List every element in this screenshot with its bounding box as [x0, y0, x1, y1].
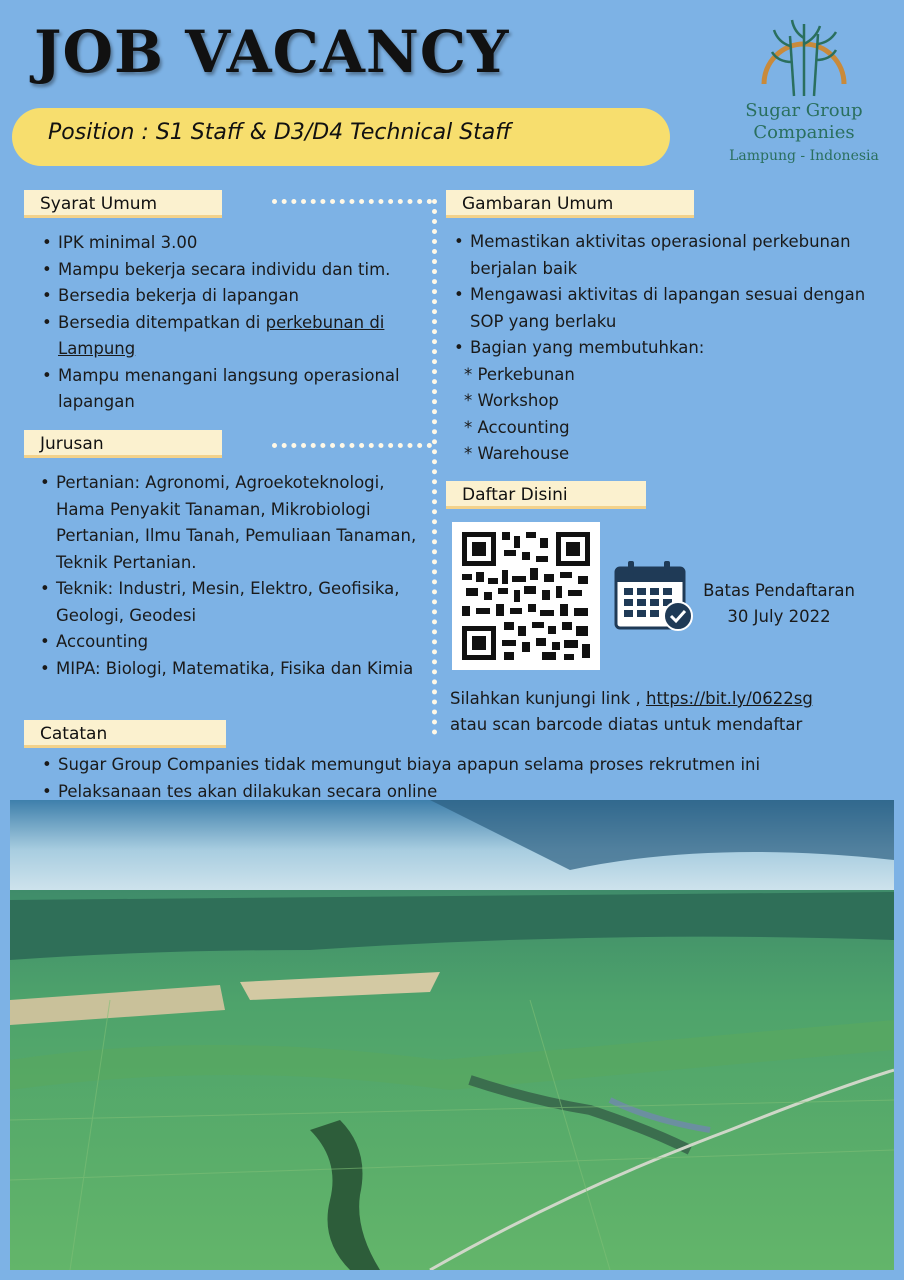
jurusan-list [38, 470, 428, 682]
list-item: • IPK minimal 3.00 [40, 230, 430, 257]
list-item: • Bagian yang membutuhkan: [452, 335, 892, 362]
link-suffix: atau scan barcode diatas untuk mendaftar [450, 715, 803, 734]
list-item: • Pelaksanaan tes akan dilakukan secara online [40, 779, 890, 806]
deadline-block [694, 578, 864, 630]
separator-dots [272, 199, 432, 204]
deadline-label: Batas Pendaftaran [703, 581, 855, 600]
sugarcane-logo-icon [756, 14, 852, 100]
registration-link[interactable]: https://bit.ly/0622sg [645, 689, 813, 708]
column-divider [432, 199, 437, 735]
jurusan-heading: Jurusan [24, 430, 222, 458]
qr-code[interactable] [452, 522, 600, 670]
list-item: • Teknik: Industri, Mesin, Elektro, Geofisika, Geologi, Geodesi [38, 576, 428, 629]
logo-line1: Sugar Group [745, 100, 863, 121]
separator-dots [272, 443, 432, 448]
list-item: • Pertanian: Agronomi, Agroekoteknologi, Hama Penyakit Tanaman, Mikrobiologi Pertanian, Ilmu Tanah, Pemuliaan Tanaman, Teknik Pertanian. [38, 470, 428, 576]
catatan-list [40, 752, 890, 805]
plantation-photo [10, 800, 894, 1270]
list-item: • MIPA: Biologi, Matematika, Fisika dan Kimia [38, 656, 428, 683]
deadline-date: 30 July 2022 [727, 607, 831, 626]
department-item: * Workshop [464, 391, 559, 410]
list-item: • Mampu bekerja secara individu dan tim. [40, 257, 430, 284]
page-title: JOB VACANCY [34, 18, 510, 86]
department-item: * Warehouse [464, 444, 570, 463]
link-prefix: Silahkan kunjungi link , [450, 689, 646, 708]
catatan-heading: Catatan [24, 720, 226, 748]
list-item: • Bersedia bekerja di lapangan [40, 283, 430, 310]
department-item: * Perkebunan [464, 364, 575, 384]
registration-note [450, 686, 890, 738]
list-item: • Memastikan aktivitas operasional perkebunan berjalan baik [452, 229, 892, 282]
list-item [40, 310, 430, 363]
syarat-umum-heading: Syarat Umum [24, 190, 222, 218]
placement-link[interactable]: perkebunan di [265, 312, 385, 332]
logo-line2: Companies [753, 122, 855, 143]
list-item: • Sugar Group Companies tidak memungut biaya apapun selama proses rekrutmen ini [40, 752, 890, 779]
daftar-heading: Daftar Disini [446, 481, 646, 509]
list-item: • Mampu menangani langsung operasional lapangan [40, 363, 430, 416]
position-text: Position : S1 Staff & D3/D4 Technical Staff [48, 120, 512, 145]
gambaran-umum-heading: Gambaran Umum [446, 190, 694, 218]
calendar-icon [614, 560, 694, 634]
placement-prefix: Bersedia ditempatkan di [58, 312, 266, 332]
logo-location: Lampung - Indonesia [729, 148, 879, 164]
list-item: • Accounting [38, 629, 428, 656]
qr-code-icon [452, 522, 600, 670]
company-logo [724, 14, 884, 164]
list-item: • Mengawasi aktivitas di lapangan sesuai dengan SOP yang berlaku [452, 282, 892, 335]
gambaran-umum-list [452, 229, 892, 468]
placement-link-2[interactable]: Lampung [58, 339, 136, 358]
department-item: * Accounting [464, 417, 570, 437]
syarat-umum-list [40, 230, 430, 416]
